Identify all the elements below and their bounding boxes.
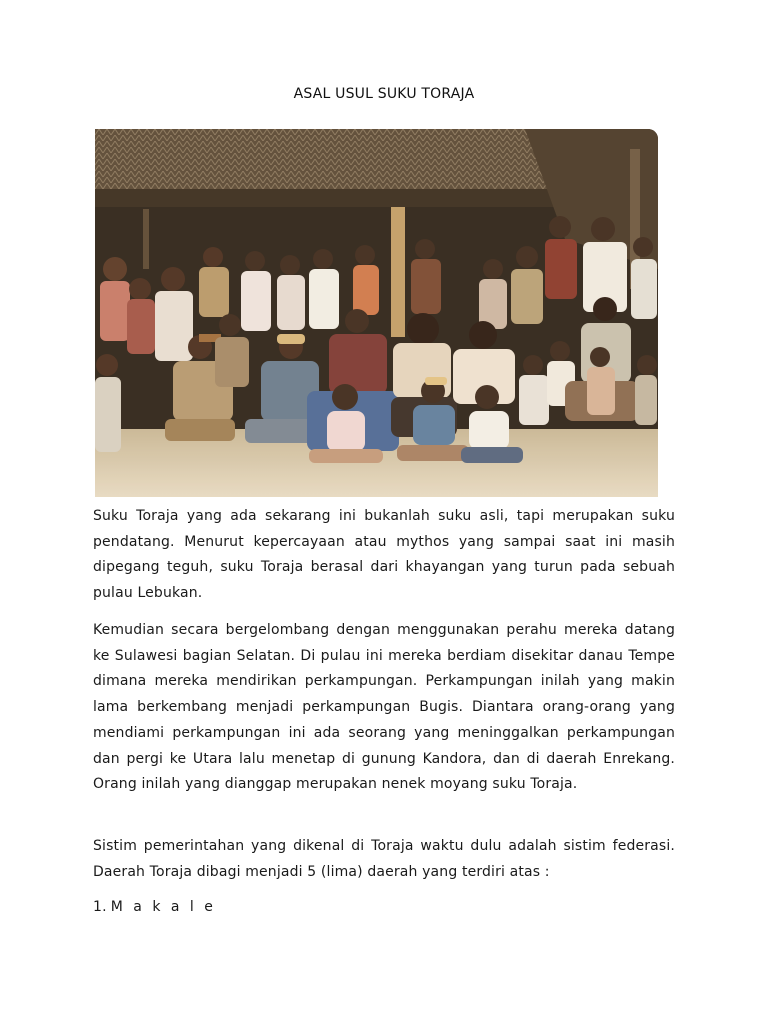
paragraph-2: Kemudian secara bergelombang dengan menggunakan perahu mereka datang ke Sulawesi bagian Selatan. Di pulau ini mereka berdiam disekitar danau Tempe dimana mereka mendirikan perkampungan. Perkampungan inilah yang makin lama berkembang menjadi perkampungan Bugis. Diantara orang-orang yang mendiami perkampungan ini ada seorang yang meninggalkan perkampungan dan pergi ke Utara lalu menetap di gunung Kandora, dan di daerah Enrekang. Orang inilah yang dianggap merupakan nenek moyang suku Toraja.	[93, 622, 675, 793]
paragraph-3: Sistim pemerintahan yang dikenal di Toraja waktu dulu adalah sistim federasi. Daerah Toraja dibagi menjadi 5 (lima) daerah yang terdiri atas :	[93, 838, 675, 880]
list-item-number: 1.	[93, 899, 107, 915]
list-item-text: M a k a l e	[110, 899, 216, 915]
document-title: ASAL USUL SUKU TORAJA	[293, 86, 475, 102]
list-item	[93, 899, 216, 915]
group-photo	[95, 129, 658, 497]
paragraph-1: Suku Toraja yang ada sekarang ini bukanlah suku asli, tapi merupakan suku pendatang. Menurut kepercayaan atau mythos yang sampai saat ini masih dipegang teguh, suku Toraja berasal dari khayangan yang turun pada sebuah pulau Lebukan.	[93, 508, 675, 602]
